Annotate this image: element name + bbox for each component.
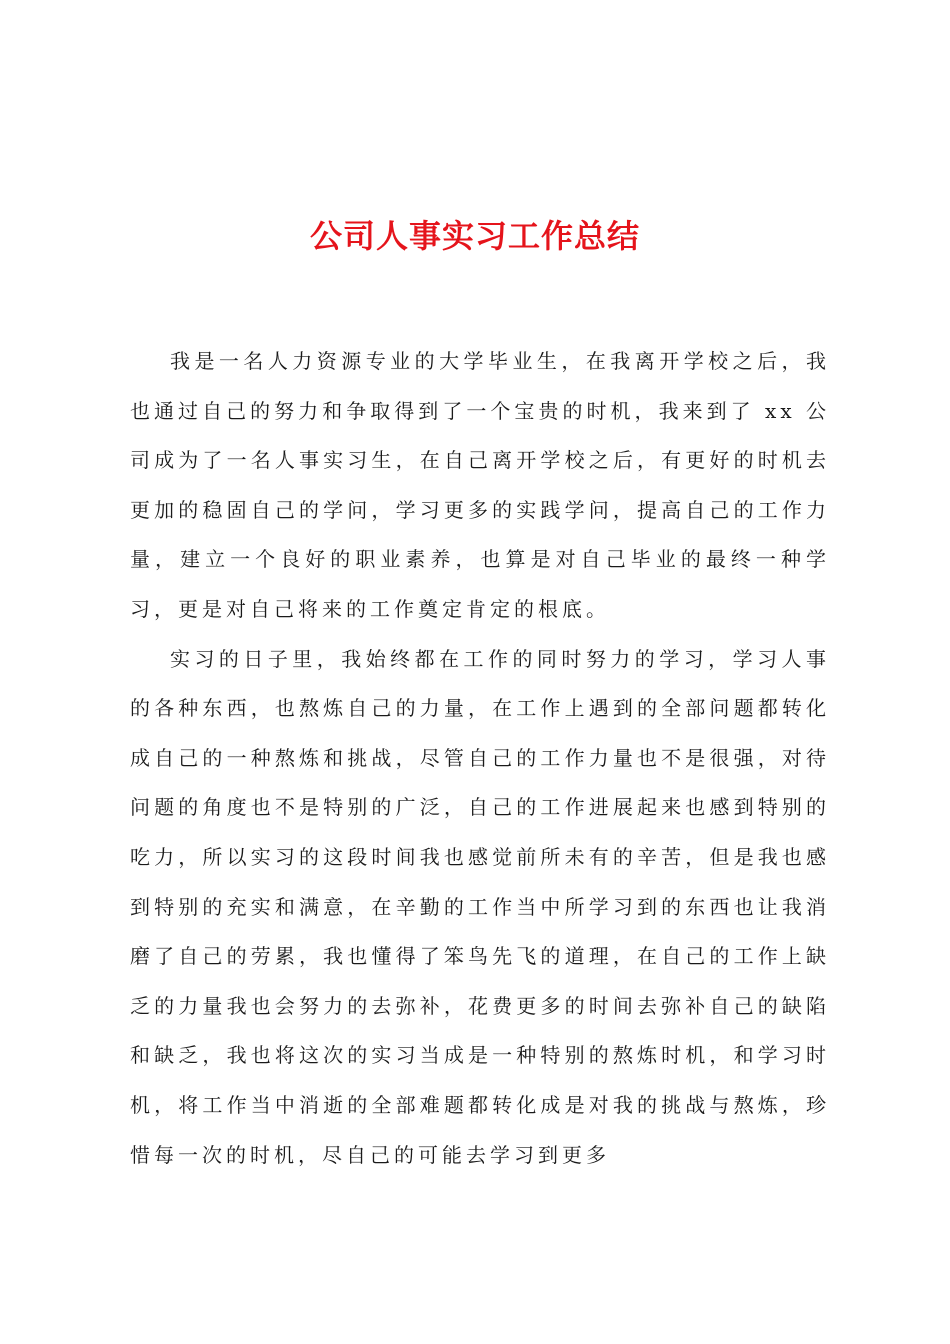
paragraph-1: 我是一名人力资源专业的大学毕业生，在我离开学校之后，我也通过自己的努力和争取得到了一个宝贵的时机，我来到了 xx 公司成为了一名人事实习生，在自己离开学校之后，有更好的时机去更加的稳固自己的学问，学习更多的实践学问，提高自己的工作力量，建立一个良好的职业素养，也算是对自己毕业的最终一种学习，更是对自己将来的工作奠定肯定的根底。 bbox=[130, 349, 830, 621]
document-title: 公司人事实习工作总结 bbox=[309, 217, 640, 255]
paragraph-2: 实习的日子里，我始终都在工作的同时努力的学习，学习人事的各种东西，也熬炼自己的力量，在工作上遇到的全部问题都转化成自己的一种熬炼和挑战，尽管自己的工作力量也不是很强，对待问题的角度也不是特别的广泛，自己的工作进展起来也感到特别的吃力，所以实习的这段时间我也感觉前所未有的辛苦，但是我也感到特别的充实和满意，在辛勤的工作当中所学习到的东西也让我消磨了自己的劳累，我也懂得了笨鸟先飞的道理，在自己的工作上缺乏的力量我也会努力的去弥补，花费更多的时间去弥补自己的缺陷和缺乏，我也将这次的实习当成是一种特别的熬炼时机，和学习时机，将工作当中消逝的全部难题都转化成是对我的挑战与熬炼，珍惜每一次的时机，尽自己的可能去学习到更多 bbox=[130, 646, 830, 1167]
document-body bbox=[130, 337, 830, 1180]
